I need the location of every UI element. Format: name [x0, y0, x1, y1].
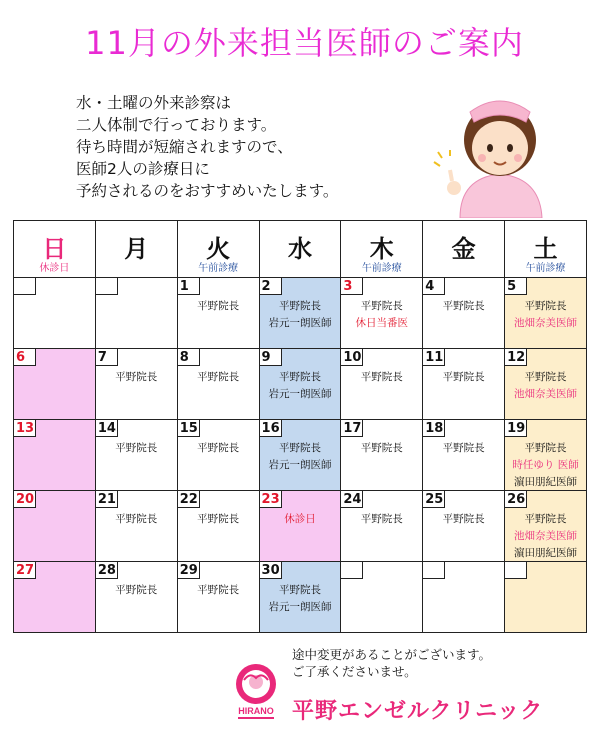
calendar-day-cell: [341, 491, 423, 562]
day-number: 28: [97, 563, 116, 578]
day-number: 24: [343, 492, 362, 507]
doctor-entry: 平野院長: [442, 371, 485, 383]
doctor-entry: 平野院長: [524, 442, 567, 454]
day-number: 19: [507, 421, 526, 436]
calendar-day-cell: [14, 278, 96, 349]
doctor-list: [96, 440, 177, 457]
doctor-list: [178, 511, 259, 528]
weekday-header-row: [14, 221, 587, 278]
calendar-day-cell: [505, 278, 587, 349]
weekday-note: 休診日: [39, 263, 70, 274]
calendar-day-cell: [505, 491, 587, 562]
calendar-day-cell: [177, 349, 259, 420]
doctor-entry: 岩元一朗医師: [268, 317, 332, 329]
day-number: 18: [425, 421, 444, 436]
day-number: 6: [14, 349, 36, 366]
calendar-day-cell: [95, 349, 177, 420]
day-number: 30: [261, 563, 280, 578]
week-row: [14, 349, 587, 420]
calendar-day-cell: [423, 562, 505, 633]
week-row: [14, 278, 587, 349]
doctor-entry: 平野院長: [115, 442, 158, 454]
doctor-entry: 平野院長: [524, 513, 567, 525]
calendar-day-cell: [423, 491, 505, 562]
intro-line: 医師2人の診療日に: [76, 160, 210, 178]
day-number: 22: [179, 492, 198, 507]
calendar-day-cell: [177, 278, 259, 349]
doctor-entry: 平野院長: [197, 513, 240, 525]
calendar-day-cell: [177, 420, 259, 491]
calendar-day-cell: [505, 349, 587, 420]
week-row: [14, 491, 587, 562]
day-number: 2: [260, 278, 282, 295]
doctor-entry: 時任ゆり 医師: [512, 459, 579, 471]
doctor-entry: 平野院長: [442, 513, 485, 525]
doctor-entry: 平野院長: [278, 300, 321, 312]
weekday-header-4: [341, 221, 423, 278]
intro-line: 予約されるのをおすすめいたします。: [76, 182, 339, 200]
doctor-entry: 平野院長: [115, 584, 158, 596]
doctor-entry: 平野院長: [197, 300, 240, 312]
intro-line: 二人体制で行っております。: [76, 116, 277, 134]
day-number: [505, 562, 527, 579]
doctor-entry: 平野院長: [197, 371, 240, 383]
intro-text: [76, 92, 338, 202]
calendar-day-cell: [423, 349, 505, 420]
calendar-day-cell: [95, 420, 177, 491]
weekday-header-5: [423, 221, 505, 278]
doctor-list: [260, 511, 341, 528]
doctor-entry: 休日当番医: [355, 317, 409, 329]
doctor-entry: 平野院長: [115, 371, 158, 383]
nurse-illustration: [430, 78, 570, 218]
doctor-entry: 濵田朋紀医師: [514, 476, 578, 488]
calendar-day-cell: [341, 420, 423, 491]
weekday-name: 金: [451, 235, 476, 263]
calendar-day-cell: [259, 420, 341, 491]
weekday-name: 木: [369, 235, 394, 263]
doctor-entry: 平野院長: [278, 442, 321, 454]
doctor-entry: 平野院長: [360, 442, 403, 454]
doctor-list: [341, 369, 422, 386]
doctor-entry: 岩元一朗医師: [268, 459, 332, 471]
calendar-day-cell: [177, 562, 259, 633]
doctor-entry: 平野院長: [442, 300, 485, 312]
doctor-list: [505, 298, 586, 332]
day-number: 12: [507, 350, 526, 365]
day-number: 21: [97, 492, 116, 507]
weekday-name: 火: [206, 235, 231, 263]
calendar-day-cell: [14, 491, 96, 562]
day-number: [96, 278, 118, 295]
doctor-list: [260, 582, 341, 616]
doctor-list: [96, 582, 177, 599]
weekday-note: 午前診療: [198, 263, 239, 274]
day-number: 17: [343, 421, 362, 436]
calendar-day-cell: [341, 278, 423, 349]
clinic-logo: [230, 660, 282, 724]
weekday-header-3: [259, 221, 341, 278]
doctor-list: [260, 440, 341, 474]
doctor-list: [260, 369, 341, 403]
doctor-entry: 平野院長: [442, 442, 485, 454]
doctor-list: [178, 369, 259, 386]
doctor-entry: 平野院長: [115, 513, 158, 525]
doctor-entry: 平野院長: [360, 513, 403, 525]
doctor-entry: 平野院長: [197, 442, 240, 454]
calendar-day-cell: [259, 349, 341, 420]
doctor-list: [178, 440, 259, 457]
calendar-day-cell: [259, 491, 341, 562]
svg-text:HIRANO: HIRANO: [238, 706, 274, 716]
weekday-note: 午前診療: [525, 263, 566, 274]
calendar-day-cell: [177, 491, 259, 562]
weekday-note: 午前診療: [361, 263, 402, 274]
doctor-entry: 平野院長: [360, 371, 403, 383]
day-number: 8: [178, 349, 200, 366]
notice-line: ご了承くださいませ。: [292, 664, 417, 679]
day-number: [423, 562, 445, 579]
calendar-day-cell: [95, 278, 177, 349]
doctor-list: [423, 298, 504, 315]
doctor-list: [260, 298, 341, 332]
calendar-day-cell: [505, 420, 587, 491]
weekday-header-0: [14, 221, 96, 278]
page-title: 11月の外来担当医師のご案内: [85, 24, 524, 62]
doctor-entry: 平野院長: [524, 300, 567, 312]
day-number: 9: [260, 349, 282, 366]
doctor-list: [341, 298, 422, 332]
week-row: [14, 562, 587, 633]
day-number: 11: [425, 350, 444, 365]
calendar-day-cell: [423, 420, 505, 491]
intro-line: 水・土曜の外来診察は: [76, 94, 232, 112]
day-number: 7: [96, 349, 118, 366]
day-number: 26: [507, 492, 526, 507]
doctor-list: [505, 440, 586, 491]
weekday-header-2: [177, 221, 259, 278]
doctor-list: [505, 369, 586, 403]
doctor-list: [341, 511, 422, 528]
doctor-list: [423, 511, 504, 528]
day-number: [14, 278, 36, 295]
doctor-entry: 平野院長: [278, 371, 321, 383]
day-number: 13: [16, 421, 35, 436]
day-number: 4: [423, 278, 445, 295]
doctor-entry: 池畑奈美医師: [514, 530, 578, 542]
day-number: 3: [341, 278, 363, 295]
calendar-day-cell: [14, 349, 96, 420]
doctor-entry: 平野院長: [524, 371, 567, 383]
doctor-entry: 濵田朋紀医師: [514, 547, 578, 559]
day-number: 27: [16, 563, 35, 578]
day-number: 10: [343, 350, 362, 365]
doctor-entry: 岩元一朗医師: [268, 388, 332, 400]
doctor-list: [423, 369, 504, 386]
doctor-entry: 平野院長: [360, 300, 403, 312]
doctor-list: [423, 440, 504, 457]
day-number: [341, 562, 363, 579]
doctor-list: [178, 298, 259, 315]
weekday-name: 日: [42, 235, 67, 263]
day-number: 20: [16, 492, 35, 507]
day-number: 1: [178, 278, 200, 295]
calendar-day-cell: [505, 562, 587, 633]
calendar-day-cell: [341, 349, 423, 420]
day-number: 16: [261, 421, 280, 436]
weekday-name: 水: [287, 235, 312, 263]
doctor-list: [341, 440, 422, 457]
calendar-day-cell: [95, 491, 177, 562]
calendar-day-cell: [259, 562, 341, 633]
doctor-list: [505, 511, 586, 562]
calendar-day-cell: [95, 562, 177, 633]
week-row: [14, 420, 587, 491]
doctor-list: [178, 582, 259, 599]
doctor-entry: 池畑奈美医師: [514, 317, 578, 329]
calendar-day-cell: [259, 278, 341, 349]
doctor-list: [96, 369, 177, 386]
day-number: 15: [179, 421, 198, 436]
weekday-header-6: [505, 221, 587, 278]
intro-line: 待ち時間が短縮されますので、: [76, 138, 293, 156]
day-number: 25: [425, 492, 444, 507]
doctor-list: [96, 511, 177, 528]
day-number: 23: [261, 492, 280, 507]
doctor-entry: 平野院長: [197, 584, 240, 596]
notice-line: 途中変更があることがございます。: [292, 647, 492, 662]
calendar-day-cell: [341, 562, 423, 633]
calendar-day-cell: [423, 278, 505, 349]
day-number: 5: [505, 278, 527, 295]
doctor-entry: 平野院長: [278, 584, 321, 596]
calendar-table: [13, 220, 587, 633]
calendar-day-cell: [14, 562, 96, 633]
weekday-header-1: [95, 221, 177, 278]
clinic-name: 平野エンゼルクリニック: [292, 699, 544, 724]
notice-text: [292, 646, 491, 680]
doctor-entry: 池畑奈美医師: [514, 388, 578, 400]
doctor-entry: 岩元一朗医師: [268, 601, 332, 613]
weekday-name: 月: [124, 235, 149, 263]
day-number: 29: [179, 563, 198, 578]
day-number: 14: [97, 421, 116, 436]
weekday-name: 土: [533, 235, 558, 263]
calendar-day-cell: [14, 420, 96, 491]
doctor-entry: 休診日: [284, 513, 316, 525]
